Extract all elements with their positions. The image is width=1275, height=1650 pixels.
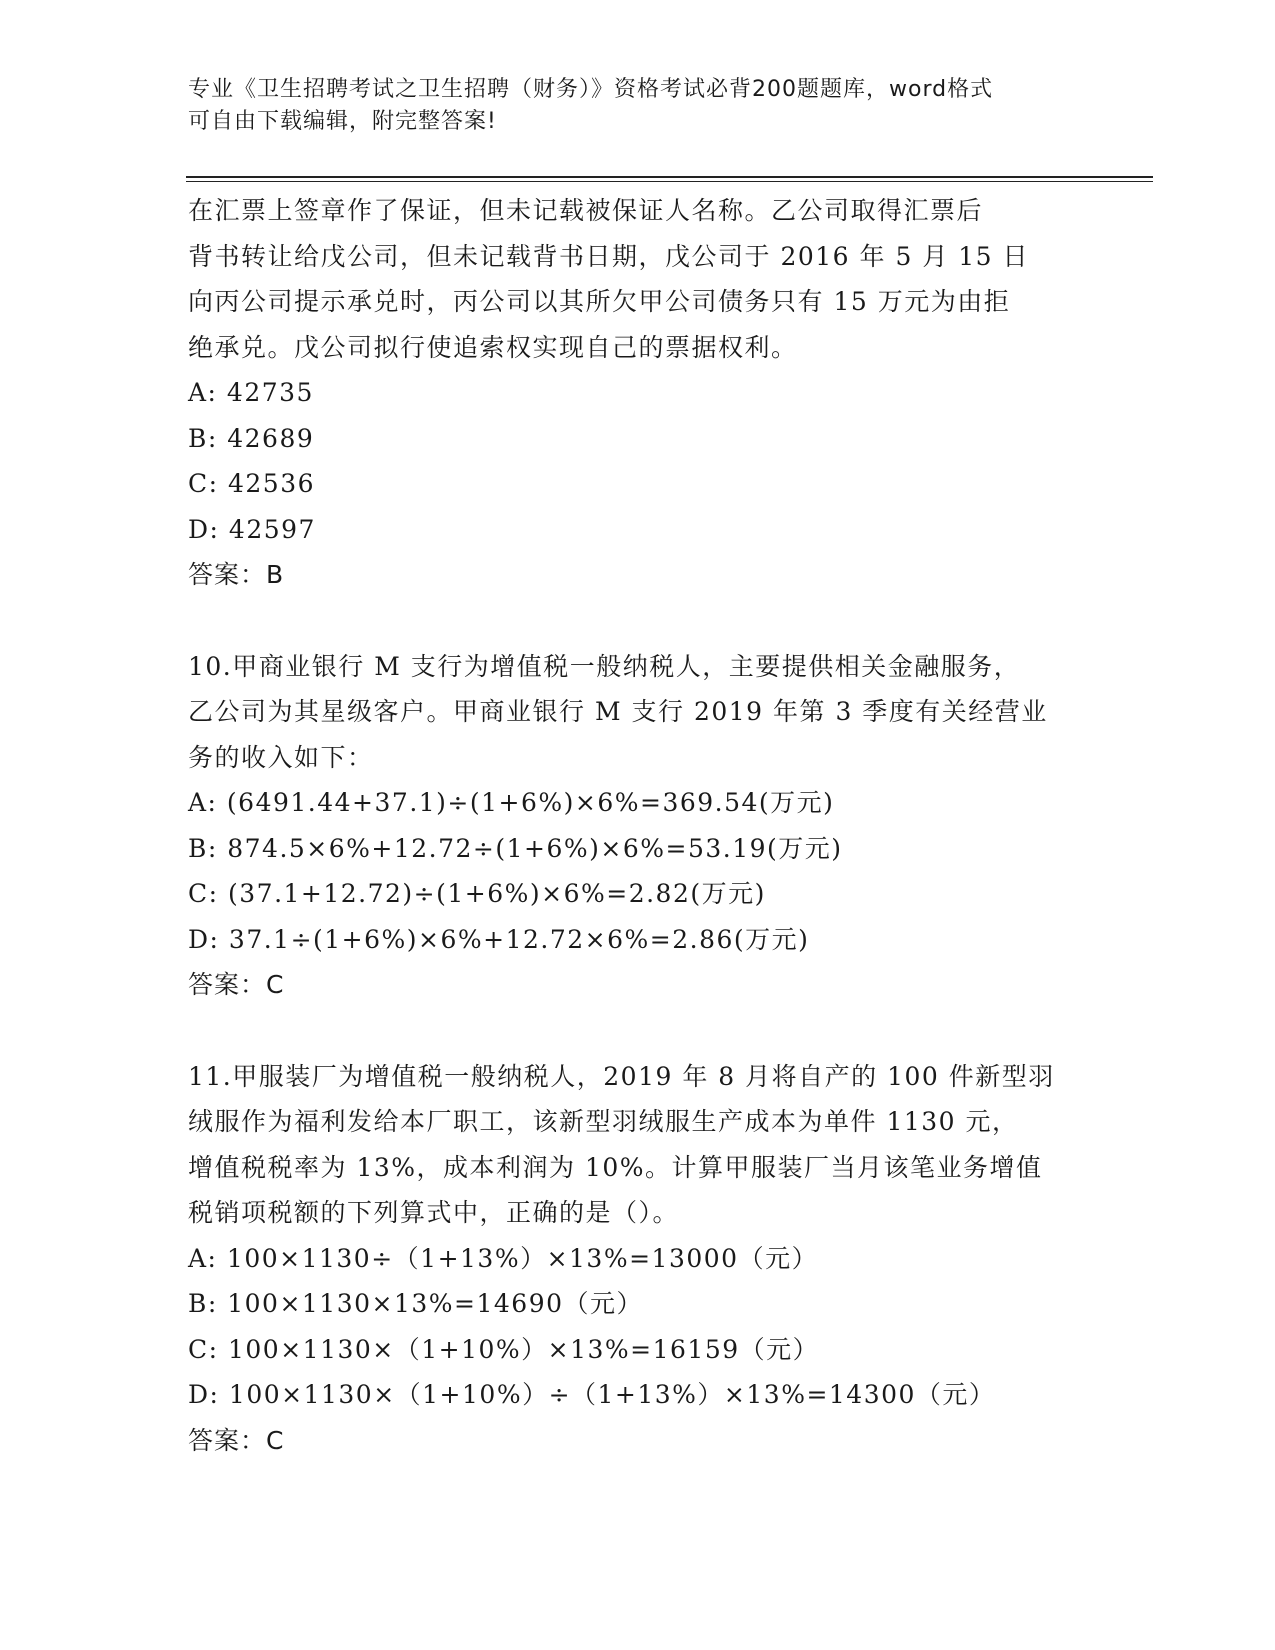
header-divider-thin <box>186 181 1153 182</box>
question-text-line: 绝承兑。戊公司拟行使追索权实现自己的票据权利。 <box>188 332 798 362</box>
header-line-2: 可自由下载编辑，附完整答案! <box>188 109 497 134</box>
page-header <box>188 74 1088 138</box>
question-text-line: 11.甲服装厂为增值税一般纳税人，2019 年 8 月将自产的 100 件新型羽 <box>188 1061 1055 1091</box>
option-b: B: 100×1130×13%=14690（元） <box>188 1289 644 1318</box>
option-d: D: 100×1130×（1+10%）÷（1+13%）×13%=14300（元） <box>188 1380 996 1409</box>
answer-label: 答案：C <box>188 970 285 999</box>
document-body <box>188 188 1148 1463</box>
option-d: D: 37.1÷(1+6%)×6%+12.72×6%=2.86(万元) <box>188 924 810 954</box>
answer-label: 答案：B <box>188 560 285 589</box>
option-d: D: 42597 <box>188 514 316 544</box>
header-line-1: 专业《卫生招聘考试之卫生招聘（财务）》资格考试必背200题题库，word格式 <box>188 77 994 102</box>
question-spacer <box>188 598 1148 644</box>
question-text-line: 乙公司为其星级客户。甲商业银行 M 支行 2019 年第 3 季度有关经营业 <box>188 697 1048 726</box>
question-text-line: 向丙公司提示承兑时，丙公司以其所欠甲公司债务只有 15 万元为由拒 <box>188 287 1011 316</box>
option-b: B: 874.5×6%+12.72÷(1+6%)×6%=53.19(万元) <box>188 833 843 863</box>
option-c: C: 42536 <box>188 469 316 498</box>
answer-label: 答案：C <box>188 1425 285 1455</box>
question-text-line: 增值税税率为 13%，成本利润为 10%。计算甲服装厂当月该笔业务增值 <box>188 1152 1043 1182</box>
question-text-line: 务的收入如下： <box>188 742 374 772</box>
header-divider-thick <box>186 176 1153 178</box>
question-text-line: 绒服作为福利发给本厂职工，该新型羽绒服生产成本为单件 1130 元， <box>188 1107 1019 1136</box>
option-a: A: 42735 <box>188 378 314 407</box>
question-text-line: 背书转让给戊公司，但未记载背书日期，戊公司于 2016 年 5 月 15 日 <box>188 241 1030 271</box>
question-text-line: 在汇票上签章作了保证，但未记载被保证人名称。乙公司取得汇票后 <box>188 196 984 225</box>
question-11 <box>188 1054 1148 1464</box>
option-c: C: 100×1130×（1+10%）×13%=16159（元） <box>188 1334 820 1364</box>
option-b: B: 42689 <box>188 423 315 453</box>
question-text-line: 10.甲商业银行 M 支行为增值税一般纳税人，主要提供相关金融服务， <box>188 651 1021 681</box>
question-spacer <box>188 1008 1148 1054</box>
option-a: A: 100×1130÷（1+13%）×13%=13000（元） <box>188 1243 819 1273</box>
option-c: C: (37.1+12.72)÷(1+6%)×6%=2.82(万元) <box>188 879 766 908</box>
question-9 <box>188 188 1148 598</box>
question-text-line: 税销项税额的下列算式中，正确的是（）。 <box>188 1198 680 1227</box>
question-10 <box>188 644 1148 1008</box>
option-a: A: (6491.44+37.1)÷(1+6%)×6%=369.54(万元) <box>188 788 835 817</box>
